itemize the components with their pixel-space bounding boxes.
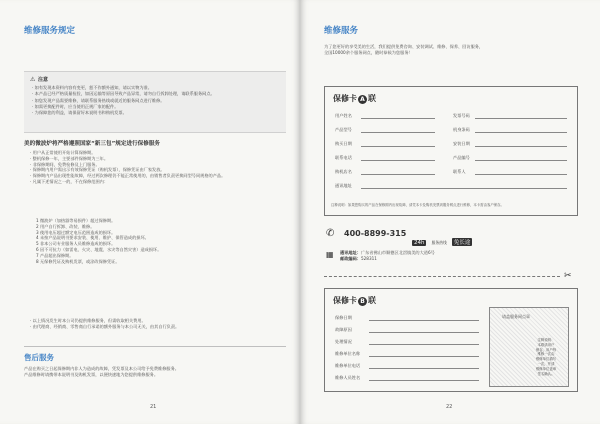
notice-title: 注意	[38, 77, 49, 83]
right-page	[300, 0, 600, 424]
intro-text	[324, 44, 576, 56]
stamp-note-line: 维修单位填写	[535, 357, 557, 362]
address-label: 通讯地址：	[340, 250, 361, 255]
intro-line: 为了您更好的享受美的生活，我们提供免费咨询、安装调试、维修、保养、回访服务，	[324, 44, 484, 49]
warning-icon: ⚠	[30, 76, 36, 83]
stamp-note-line: 签名确认。	[537, 371, 555, 376]
exclusion-item: 1 微波炉（加热器等易损件）超过保修期。	[36, 218, 116, 223]
field-label: 保修日期	[335, 315, 352, 320]
field-label: 联系电话	[335, 155, 352, 160]
field-input[interactable]	[369, 344, 479, 345]
stamp-note-line: 注释说明：	[537, 338, 555, 342]
field-label: 故障原因	[335, 327, 352, 332]
field-label: 购买日期	[335, 141, 352, 146]
field-label: 处理情况	[335, 339, 352, 344]
field-input[interactable]	[361, 160, 435, 161]
field-input[interactable]	[475, 160, 567, 161]
field-label: 通讯地址	[335, 183, 352, 188]
field-input[interactable]	[475, 118, 567, 119]
policy-line: · 整机保修一年，主要部件保修期为三年。	[30, 155, 109, 161]
exclusion-item: 6 因不可抗力（如雷电、火灾、地震、水灾等自然灾害）造成损坏。	[36, 246, 162, 252]
warranty-card-b	[324, 288, 578, 392]
card-title	[333, 93, 376, 104]
field-label: 维修单位名称	[335, 351, 361, 356]
field-input[interactable]	[361, 146, 435, 147]
field-input[interactable]	[475, 132, 567, 133]
card-title-text: 保修卡	[333, 296, 357, 305]
stamp-note-line: 本联请用户	[537, 342, 555, 347]
card-title-text: 保修卡	[333, 94, 357, 103]
notice-line: · 为保障您的利益，请保留好本说明书和购机发票。	[32, 110, 127, 116]
field-label: 维修人员姓名	[335, 375, 361, 380]
field-label: 维修单位电话	[335, 363, 361, 368]
stamp-note-line: 维修一次由	[537, 352, 555, 357]
badge-service: 服务热线	[431, 240, 447, 245]
card-letter-badge: B	[358, 297, 367, 306]
stamp-note-line: 保存，用户每	[535, 347, 557, 352]
field-input[interactable]	[361, 174, 435, 175]
notice-box	[24, 71, 286, 133]
field-input[interactable]	[369, 368, 479, 369]
page-number: 21	[150, 404, 157, 410]
hotline-badges	[412, 229, 472, 248]
divider	[24, 346, 286, 347]
exclusion-item: 2 用户自行拆卸、改装、维修。	[36, 223, 95, 229]
field-label: 产品型号	[335, 127, 352, 132]
field-label: 产品编号	[453, 155, 470, 160]
exclusion-item: 5 非本公司专业服务人员维修造成的损坏。	[36, 241, 116, 247]
exclusion-item: 3 使用电压超过额定电压范围造成的损坏。	[36, 229, 116, 235]
stamp-note-line: 一次，并请	[537, 361, 555, 366]
page-number: 22	[446, 404, 453, 410]
field-label: 用户姓名	[335, 113, 352, 118]
postcode-label: 邮政编码：	[340, 255, 361, 261]
address-value: 广东省佛山市顺德区北滘镇美的大道6号	[360, 250, 435, 255]
notice-line: · 本产品已经严格质量检验，如因运输等原因导致产品异常，请勿自行拆卸处理，请联系服务网点。	[32, 91, 215, 97]
policy-line: · 用户从正常使用开始计算保修期。	[30, 150, 96, 155]
card-title-suffix: 联	[368, 94, 376, 103]
page-title: 维修服务	[324, 26, 359, 36]
policy-list	[30, 150, 286, 185]
exclusion-item: 4 未按产品说明书要求安装、使用、维护、保管造成的损坏。	[36, 235, 149, 241]
extra-line: · 由代理商、经销商、零售商自行承诺的额外服务与本公司无关，由其自行负责。	[30, 323, 180, 329]
field-input[interactable]	[369, 320, 479, 321]
policy-line: · 非保修期间，免费检修及上门服务。	[30, 161, 100, 167]
page-title: 维修服务规定	[24, 26, 76, 36]
after-line: 产品维修时请携带本说明书及购机发票，以便快速地为您提供维修服务。	[24, 371, 159, 377]
building-icon: ▦	[326, 250, 334, 259]
extra-list	[30, 318, 286, 330]
field-input[interactable]	[475, 146, 567, 147]
badge-free: 免长途	[453, 240, 471, 246]
field-label: 机身条码	[453, 127, 470, 132]
stamp-area	[489, 307, 569, 387]
policy-line: · 保修期内用户需出示有效保修凭证（购机发票），保修凭证由厂家发放。	[30, 167, 165, 173]
field-label: 安装日期	[453, 141, 470, 146]
field-label: 发票号码	[453, 113, 470, 118]
card-title-suffix: 联	[368, 296, 376, 305]
card-title	[333, 295, 376, 306]
stamp-label: 请盖服务网点章	[502, 314, 530, 319]
cut-line	[324, 276, 560, 277]
card-letter-badge: A	[358, 95, 367, 104]
hotline-number: 400-8899-315	[344, 229, 407, 238]
scissors-icon: ✂	[564, 271, 572, 281]
policy-line: · 保修期内产品出现性能故障，经过两次修理仍不能正常使用的，由销售者负责更换同型号同规格的产品。	[30, 173, 226, 179]
postcode-value: 528311	[360, 255, 377, 261]
after-line: 产品在购买之日起保修期内非人为造成的故障，凭发票及本公司给予免费维修服务。	[24, 366, 179, 371]
intro-line: 全国10000余个服务网点，随时恭候为您服务！	[324, 49, 413, 55]
field-input[interactable]	[369, 332, 479, 333]
field-input[interactable]	[475, 174, 567, 175]
address-block	[340, 250, 570, 262]
field-input[interactable]	[361, 118, 435, 119]
field-label: 购机店名	[335, 169, 352, 174]
field-input[interactable]	[361, 132, 435, 133]
badge-24h: 24h	[414, 240, 425, 246]
stamp-notes	[528, 338, 564, 376]
after-sales-title: 售后服务	[24, 353, 54, 362]
phone-icon: ✆	[326, 228, 335, 239]
notice-line: · 如有发现本资料内容有变更，恕不作额外通知，请以实物为准。	[32, 85, 152, 90]
notice-line: · 如需更换配件时，应当使用正规厂家的配件。	[32, 103, 119, 109]
policy-line: · 凡属下述情况之一的，不在保修范围内：	[30, 178, 109, 184]
policy-title: 美的微波炉将严格遵照国家“新三包”规定进行保修服务	[24, 141, 161, 147]
exclusion-list	[36, 218, 286, 264]
after-sales-text	[24, 366, 286, 378]
field-label: 联系人	[453, 169, 466, 174]
exclusion-item: 8 无保修凭证及购机发票，或涂改保修凭证。	[36, 258, 120, 264]
extra-line: · 以上情况发生时本公司仍提供维修服务，但需收取相关费用。	[30, 318, 146, 323]
notice-line: · 如您发现产品需要维修，请联系服务热线或就近的服务网点进行维修。	[32, 97, 165, 103]
card-footer-note: 注释说明：如果您购买的产品在保修期内出现故障，请凭本卡及购机发票到服务网点进行维修，本卡需由客户保存。	[331, 203, 504, 207]
exclusion-item: 7 产品超出保修期。	[36, 252, 74, 258]
notice-list	[32, 85, 282, 116]
field-input[interactable]	[369, 380, 479, 381]
field-input[interactable]	[369, 356, 479, 357]
stamp-note-line: 维修单位盖章	[535, 366, 557, 371]
warranty-card-a	[324, 86, 578, 216]
field-input[interactable]	[361, 188, 567, 189]
